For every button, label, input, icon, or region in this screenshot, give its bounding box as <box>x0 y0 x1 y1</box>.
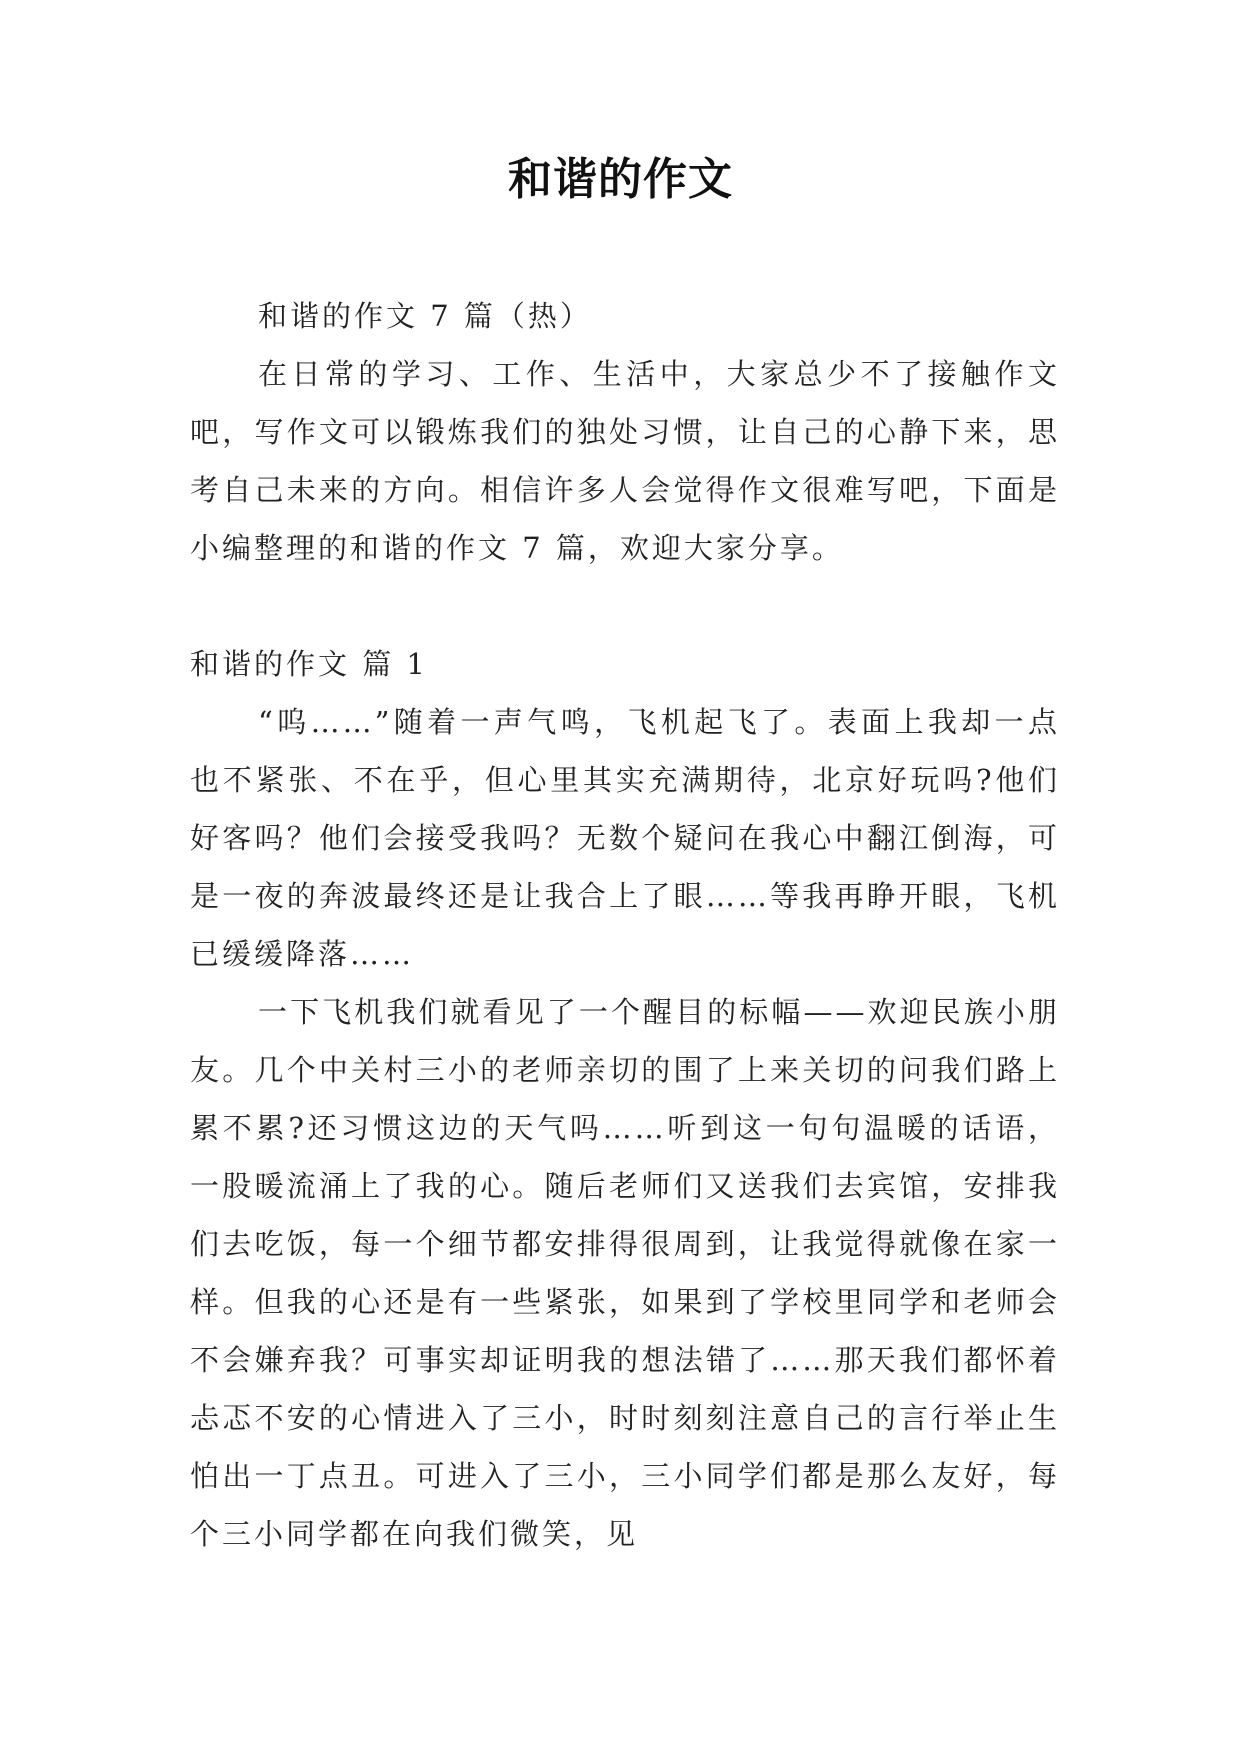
body-paragraph: 一下飞机我们就看见了一个醒目的标幅——欢迎民族小朋友。几个中关村三小的老师亲切的围了上来关切的问我们路上累不累?还习惯这边的天气吗……听到这一句句温暖的话语，一股暖流涌上了我的心。随后老师们又送我们去宾馆，安排我们去吃饭，每一个细节都安排得很周到，让我觉得就像在家一样。但我的心还是有一些紧张，如果到了学校里同学和老师会不会嫌弃我？可事实却证明我的想法错了……那天我们都怀着忐忑不安的心情进入了三小，时时刻刻注意自己的言行举止生怕出一丁点丑。可进入了三小，三小同学们都是那么友好，每个三小同学都在向我们微笑，见 <box>190 995 1060 1551</box>
document-subtitle: 和谐的作文 7 篇（热） <box>258 299 592 333</box>
body-paragraph: “呜……”随着一声气鸣，飞机起飞了。表面上我却一点也不紧张、不在乎，但心里其实充满期待，北京好玩吗?他们好客吗？他们会接受我吗？无数个疑问在我心中翻江倒海，可是一夜的奔波最终还是让我合上了眼……等我再睁开眼，飞机已缓缓降落…… <box>190 705 1060 971</box>
intro-paragraph: 在日常的学习、工作、生活中，大家总少不了接触作文吧，写作文可以锻炼我们的独处习惯，让自己的心静下来，思考自己未来的方向。相信许多人会觉得作文很难写吧，下面是小编整理的和谐的作文 7 篇，欢迎大家分享。 <box>190 357 1060 565</box>
document-body <box>190 287 1060 1563</box>
document-title: 和谐的作文 <box>508 154 733 205</box>
section-heading: 和谐的作文 篇 1 <box>190 647 428 681</box>
